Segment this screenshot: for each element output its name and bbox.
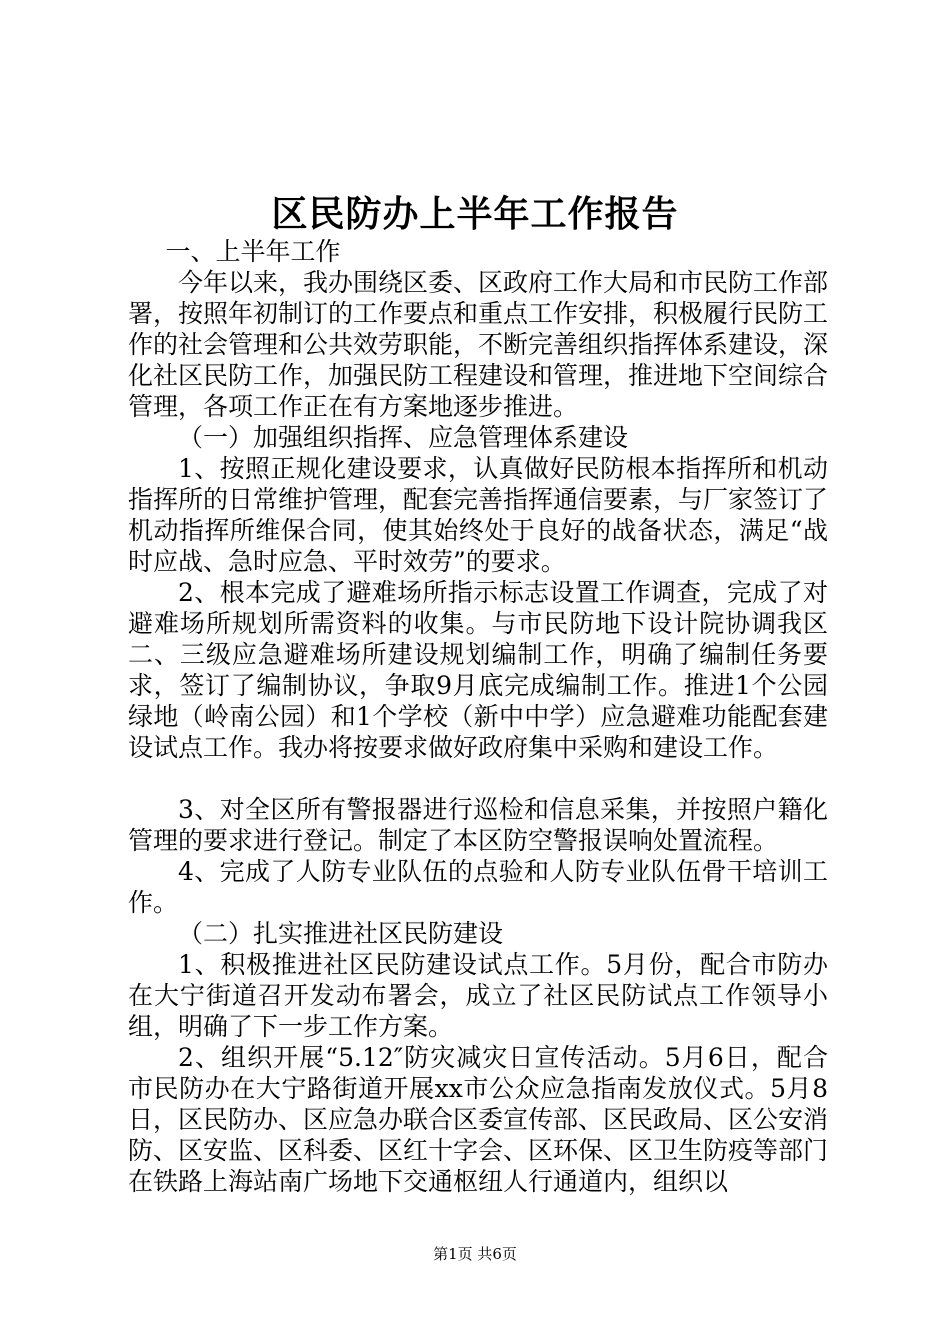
page-footer: 第1页 共6页 [433,1245,517,1263]
document-body [128,236,828,1197]
paragraph: 2、根本完成了避难场所指示标志设置工作调查，完成了对避难场所规划所需资料的收集。与市民防地下设计院协调我区二、三级应急避难场所建设规划编制工作，明确了编制任务要求，签订了编制协议，争取9月底完成编制工作。推进1个公园绿地（岭南公园）和1个学校（新中中学）应急避难功能配套建设试点工作。我办将按要求做好政府集中采购和建设工作。 [128,578,828,762]
paragraph: 今年以来，我办围绕区委、区政府工作大局和市民防工作部署，按照年初制订的工作要点和重点工作安排，积极履行民防工作的社会管理和公共效劳职能，不断完善组织指挥体系建设，深化社区民防工作，加强民防工程建设和管理，推进地下空间综合管理，各项工作正在有方案地逐步推进。 [128,268,829,421]
paragraph: 4、完成了人防专业队伍的点验和人防专业队伍骨干培训工作。 [128,857,828,917]
paragraph: 3、对全区所有警报器进行巡检和信息采集，并按照户籍化管理的要求进行登记。制定了本区防空警报误响处置流程。 [128,795,828,855]
paragraph: 2、组织开展“5.12″防灾减灾日宣传活动。5月6日，配合市民防办在大宁路街道开展xx市公众应急指南发放仪式。5月8日，区民防办、区应急办联合区委宣传部、区民政局、区公安消防、区安监、区科委、区红十字会、区环保、区卫生防疫等部门在铁路上海站南广场地下交通枢纽人行通道内，组织以 [128,1043,829,1196]
subsection-heading: （一）加强组织指挥、应急管理体系建设 [178,423,629,452]
section-heading: 一、上半年工作 [165,237,341,266]
document-title: 区民防办上半年工作报告 [271,193,679,235]
subsection-heading: （二）扎实推进社区民防建设 [178,919,504,948]
paragraph: 1、按照正规化建设要求，认真做好民防根本指挥所和机动指挥所的日常维护管理，配套完善指挥通信要素，与厂家签订了机动指挥所维保合同，使其始终处于良好的战备状态，满足“战时应战、急时应急、平时效劳”的要求。 [128,454,829,576]
paragraph: 1、积极推进社区民防建设试点工作。5月份，配合市防办在大宁街道召开发动布署会，成立了社区民防试点工作领导小组，明确了下一步工作方案。 [128,950,828,1041]
